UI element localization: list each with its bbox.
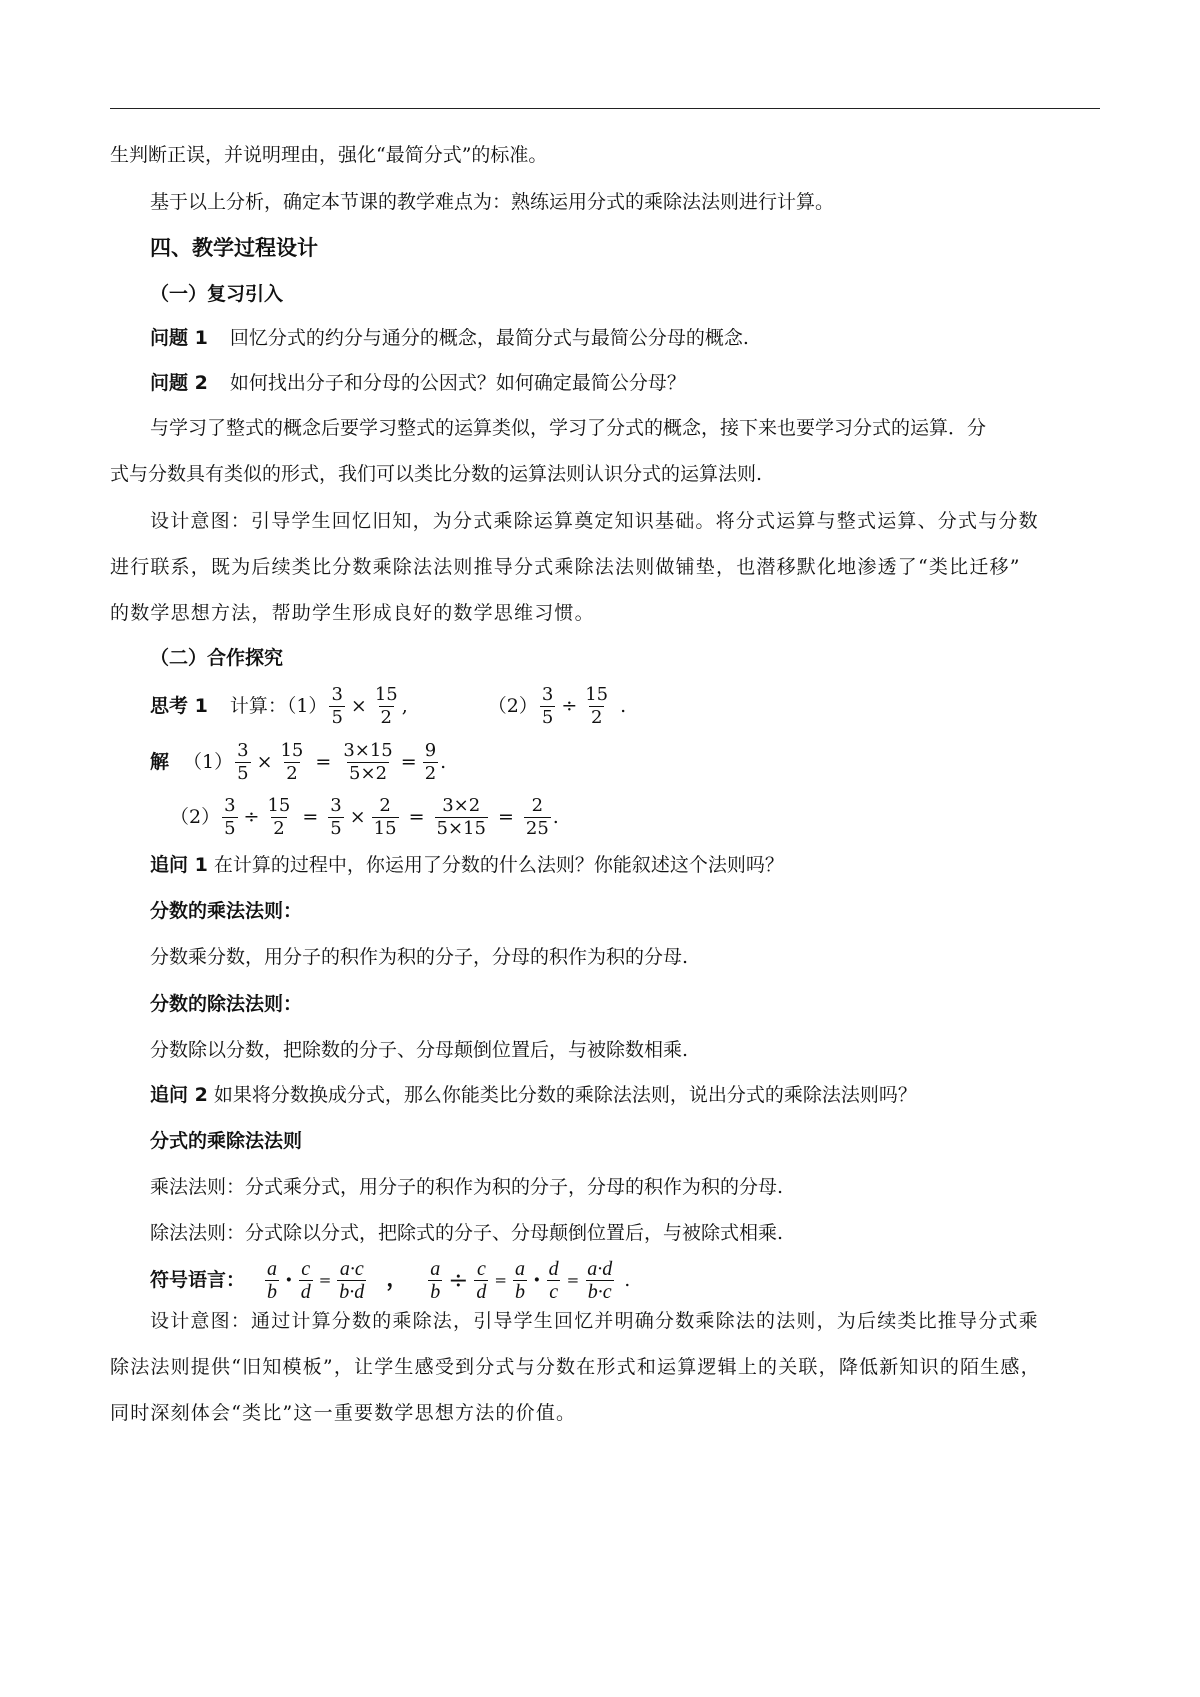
multiply-dot: · — [285, 1267, 293, 1293]
design-intent-2-line-2: 除法法则提供“旧知模板”，让学生感受到分式与分数在形式和运算逻辑上的关联，降低新知识的陌生感， — [110, 1356, 1041, 1378]
follow-up-1-text: 在计算的过程中，你运用了分数的什么法则？你能叙述这个法则吗？ — [213, 854, 784, 876]
fraction-division-rule-text: 分数除以分数，把除数的分子、分母颠倒位置后，与被除数相乘. — [150, 1039, 689, 1061]
fraction: $\frac{3\times 2}{5\times 15}$ — [436, 794, 486, 839]
fraction: $\frac{3\times 15}{5\times 2}$ — [343, 739, 393, 784]
design-intent-2-line-1: 设计意图：通过计算分数的乘除法，引导学生回忆并明确分数乘除法的法则，为后续类比推导分式乘 — [150, 1310, 1039, 1332]
solution-1 — [150, 738, 446, 786]
symbolic-language-label: 符号语言： — [150, 1269, 246, 1291]
equals-sign: = — [315, 751, 332, 773]
think-1-text: 计算：（1） — [229, 695, 328, 717]
design-intent-1-line-2: 进行联系，既为后续类比分数乘除法法则推导分式乘除法法则做铺垫，也潜移默化地渗透了“类比迁移” — [110, 556, 1021, 578]
algebraic-fraction-rule-title: 分式的乘除法法则 — [150, 1130, 303, 1152]
comma: , — [401, 695, 408, 717]
design-intent-1-line-1: 设计意图：引导学生回忆旧知，为分式乘除运算奠定知识基础。将分式运算与整式运算、分式与分数 — [150, 510, 1039, 532]
divide-sign: ÷ — [243, 806, 260, 828]
fraction: $\frac{a}{b}$ — [267, 1257, 278, 1303]
fraction: $\frac{c}{d}$ — [476, 1257, 487, 1303]
question-2-text: 如何找出分子和分母的公因式？如何确定最简公分母？ — [229, 372, 686, 394]
fraction: $\frac{9}{2}$ — [424, 739, 437, 784]
follow-up-1 — [150, 851, 784, 879]
fraction: $\frac{d}{c}$ — [548, 1257, 559, 1303]
follow-up-2-label: 追问 2 — [150, 1084, 208, 1106]
comma: ， — [386, 1267, 409, 1292]
equals-sign: = — [302, 806, 319, 828]
fraction: $\frac{3}{5}$ — [237, 739, 249, 784]
fraction: $\frac{3}{5}$ — [224, 794, 236, 839]
equals-sign: = — [566, 1271, 580, 1289]
multiply-dot: · — [532, 1267, 541, 1293]
question-1 — [150, 324, 749, 352]
section-heading-4: 四、教学过程设计 — [150, 236, 318, 260]
times-sign: × — [350, 695, 367, 717]
equals-sign: = — [408, 806, 425, 828]
fraction-division-rule-title: 分数的除法法则： — [150, 993, 303, 1015]
fraction: $\frac{15}{2}$ — [267, 794, 291, 839]
division-rule: 除法法则：分式除以分式，把除式的分子、分母颠倒位置后，与被除式相乘. — [150, 1222, 784, 1244]
difficulty-statement: 基于以上分析，确定本节课的教学难点为：熟练运用分式的乘除法法则进行计算。 — [150, 191, 835, 213]
follow-up-2 — [150, 1081, 917, 1109]
times-sign: × — [349, 806, 366, 828]
equals-sign: = — [400, 751, 417, 773]
fraction: $\frac{a}{b}$ — [514, 1257, 525, 1303]
fraction: $\frac{15}{2}$ — [280, 739, 304, 784]
analogy-paragraph-line-2: 式与分数具有类似的形式，我们可以类比分数的运算法则认识分式的运算法则. — [110, 463, 763, 485]
think-1-part-2: （2） — [487, 695, 538, 717]
solution-label: 解 — [150, 751, 170, 773]
design-intent-2-line-3: 同时深刻体会“类比”这一重要数学思想方法的价值。 — [110, 1402, 577, 1424]
equals-sign: = — [497, 806, 514, 828]
fraction: $\frac{2}{15}$ — [373, 794, 397, 839]
design-intent-1-line-3: 的数学思想方法，帮助学生形成良好的数学思维习惯。 — [110, 602, 595, 624]
times-sign: × — [256, 751, 273, 773]
follow-up-2-text: 如果将分数换成分式，那么你能类比分数的乘除法法则，说出分式的乘除法法则吗？ — [213, 1084, 917, 1106]
question-2-label: 问题 2 — [150, 372, 208, 394]
paragraph-continuation: 生判断正误，并说明理由，强化“最简分式”的标准。 — [110, 144, 548, 166]
symbolic-language — [150, 1252, 630, 1308]
period: . — [624, 1269, 631, 1291]
divide-sign: ÷ — [448, 1266, 469, 1294]
question-2 — [150, 369, 686, 397]
follow-up-1-label: 追问 1 — [150, 854, 208, 876]
think-1-label: 思考 1 — [150, 695, 208, 717]
solution-2 — [170, 793, 559, 841]
period: . — [552, 806, 559, 828]
subsection-review: （一）复习引入 — [150, 283, 284, 305]
solution-part-1: （1） — [183, 751, 234, 773]
fraction: $\frac{a\cdot d}{b\cdot c}$ — [587, 1257, 613, 1303]
fraction: $\frac{3}{5}$ — [330, 794, 342, 839]
fraction: $\frac{a}{b}$ — [430, 1257, 441, 1303]
fraction: $\frac{3}{5}$ — [541, 683, 554, 728]
question-1-text: 回忆分式的约分与通分的概念，最简分式与最简公分母的概念. — [229, 327, 749, 349]
equals-sign: = — [494, 1271, 507, 1289]
period: . — [440, 751, 447, 773]
header-rule — [110, 108, 1100, 109]
divide-sign: ÷ — [561, 695, 578, 717]
analogy-paragraph-line-1: 与学习了整式的概念后要学习整式的运算类似，学习了分式的概念，接下来也要学习分式的运算．分 — [150, 417, 987, 439]
fraction: $\frac{2}{25}$ — [525, 794, 549, 839]
fraction: $\frac{15}{2}$ — [374, 683, 398, 728]
fraction-multiplication-rule-text: 分数乘分数，用分子的积作为积的分子，分母的积作为积的分母. — [150, 946, 689, 968]
fraction: $\frac{a\cdot c}{b\cdot d}$ — [339, 1257, 365, 1303]
period: . — [620, 695, 627, 717]
think-1 — [150, 682, 626, 730]
fraction: $\frac{3}{5}$ — [331, 683, 343, 728]
subsection-cooperative-inquiry: （二）合作探究 — [150, 647, 284, 669]
solution-part-2: （2） — [170, 806, 221, 828]
question-1-label: 问题 1 — [150, 327, 208, 349]
fraction: $\frac{15}{2}$ — [585, 683, 609, 728]
fraction-multiplication-rule-title: 分数的乘法法则： — [150, 900, 303, 922]
equals-sign: = — [318, 1271, 332, 1289]
multiplication-rule: 乘法法则：分式乘分式，用分子的积作为积的分子，分母的积作为积的分母. — [150, 1176, 784, 1198]
fraction: $\frac{c}{d}$ — [300, 1257, 311, 1303]
